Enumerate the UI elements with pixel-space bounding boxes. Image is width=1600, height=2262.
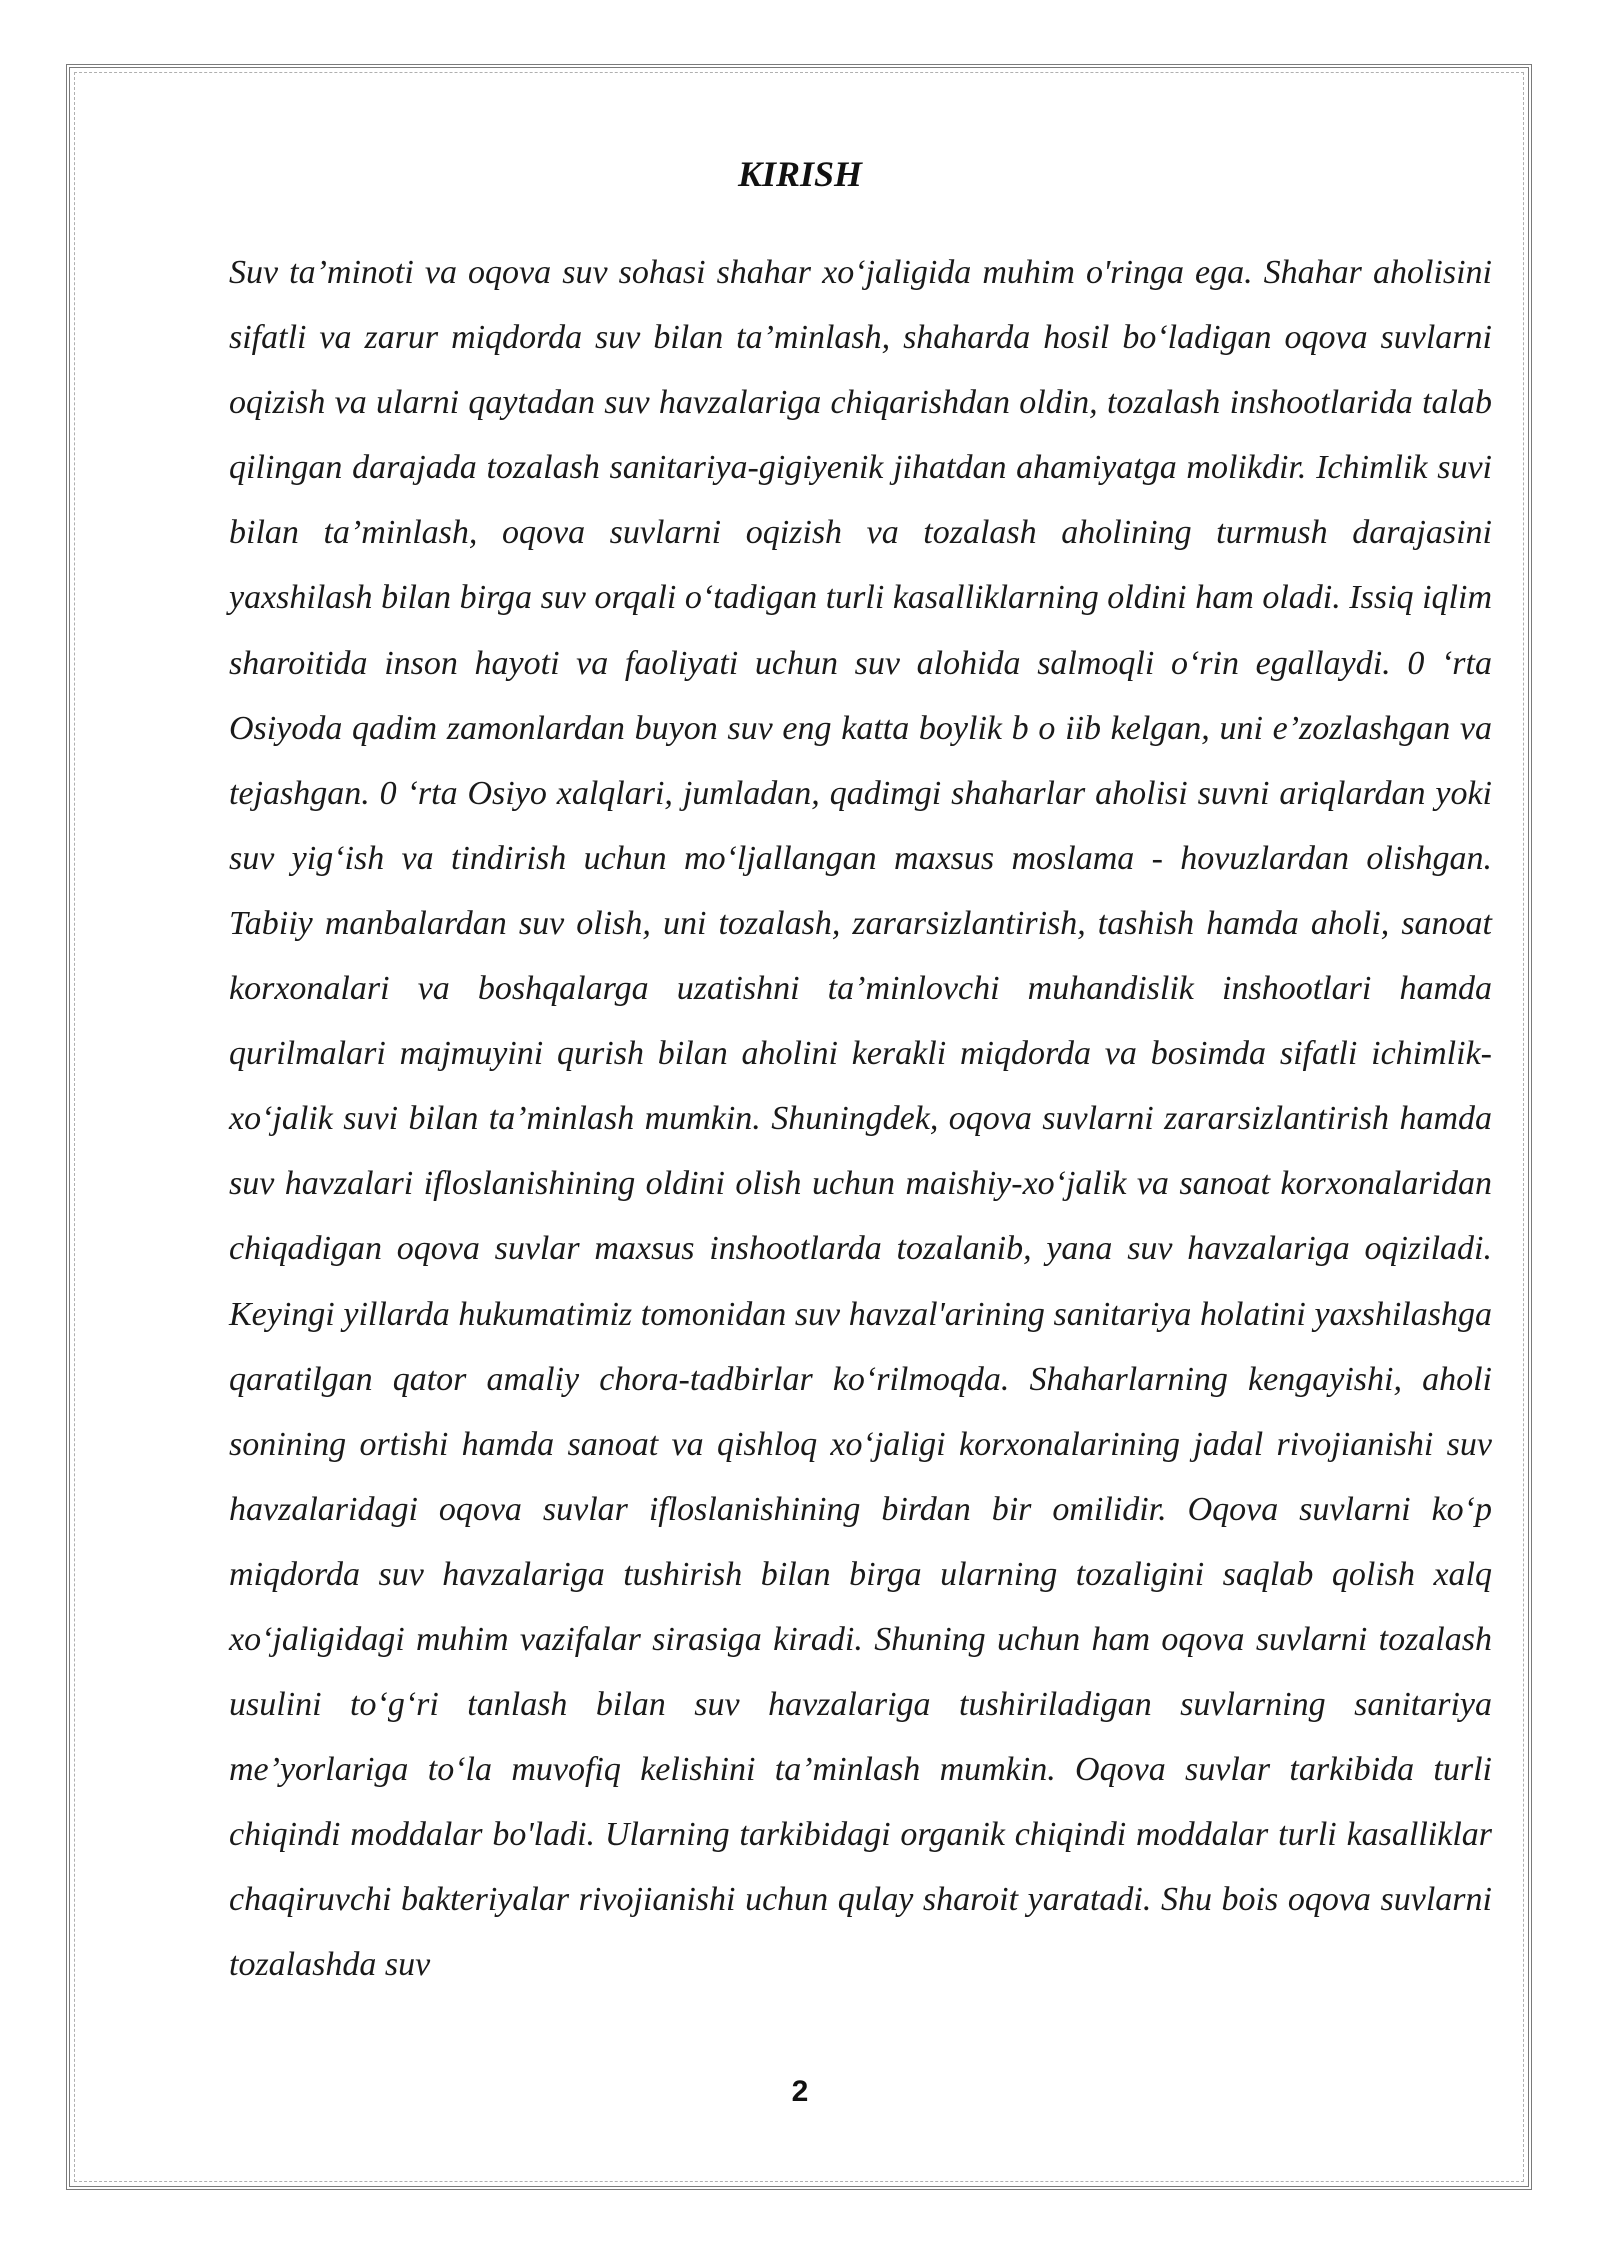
section-heading: KIRISH <box>737 154 863 194</box>
body-paragraph: Suv ta’minoti va oqova suv sohasi shahar xo‘jaligida muhim o'ringa ega. Shahar aholisini sifatli va zarur miqdorda suv bilan ta’minlash, shaharda hosil bo‘ladigan oqova suvlarni oqizish va ularni qaytadan suv havzalariga chiqarishdan oldin, tozalash inshootlarida talab qilingan darajada tozalash sanitariya-gigiyenik jihatdan ahamiyatga molikdir. Ichimlik suvi bilan ta’minlash, oqova suvlarni oqizish va tozalash aholining turmush darajasini yaxshilash bilan birga suv orqali o‘tadigan turli kasalliklarning oldini ham oladi. Issiq iqlim sharoitida inson hayoti va faoliyati uchun suv alohida salmoqli o‘rin egallaydi. 0 ‘rta Osiyoda qadim zamonlardan buyon suv eng katta boylik b o iib kelgan, uni e’zozlashgan va tejashgan. 0 ‘rta Osiyo xalqlari, jumladan, qadimgi shaharlar aholisi suvni ariqlardan yoki suv yig‘ish va tindirish uchun mo‘ljallangan maxsus moslama - hovuzlardan olishgan. Tabiiy manbalardan suv olish, uni tozalash, zararsizlantirish, tashish hamda aholi, sanoat korxonalari va boshqalarga uzatishni ta’minlovchi muhandislik inshootlari hamda qurilmalari majmuyini qurish bilan aholini kerakli miqdorda va bosimda sifatli ichimlik-xo‘jalik suvi bilan ta’minlash mumkin. Shuningdek, oqova suvlarni zararsizlantirish hamda suv havzalari ifloslanishining oldini olish uchun maishiy-xo‘jalik va sanoat korxonalaridan chiqadigan oqova suvlar maxsus inshootlarda tozalanib, yana suv havzalariga oqiziladi. Keyingi yillarda hukumatimiz tomonidan suv havzal'arining sanitariya holatini yaxshilashga qaratilgan qator amaliy chora-tadbirlar ko‘rilmoqda. Shaharlarning kengayishi, aholi sonining ortishi hamda sanoat va qishloq xo‘jaligi korxonalarining jadal rivojianishi suv havzalaridagi oqova suvlar ifloslanishining birdan bir omilidir. Oqova suvlarni ko‘p miqdorda suv havzalariga tushirish bilan birga ularning tozaligini saqlab qolish xalq xo‘jaligidagi muhim vazifalar sirasiga kiradi. Shuning uchun ham oqova suvlarni tozalash usulini to‘g‘ri tanlash bilan suv havzalariga tushiriladigan suvlarning sanitariya me’yorlariga to‘la muvofiq kelishini ta’minlash mumkin. Oqova suvlar tarkibida turli chiqindi moddalar bo'ladi. Ularning tarkibidagi organik chiqindi moddalar turli kasalliklar chaqiruvchi bakteriyalar rivojianishi uchun qulay sharoit yaratadi. Shu bois oqova suvlarni tozalashda suv <box>229 254 1492 1984</box>
page-number: 2 <box>791 2075 809 2108</box>
